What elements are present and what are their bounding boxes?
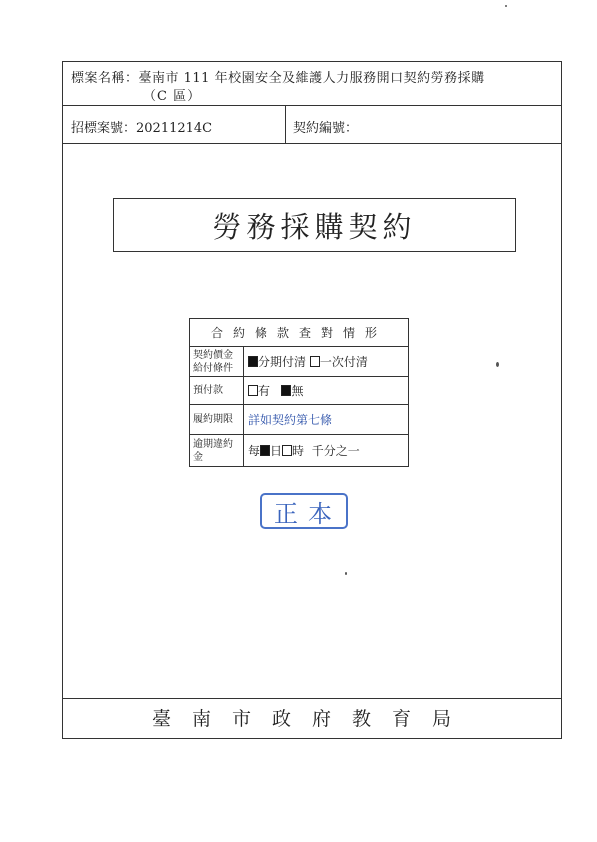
payment-condition-label: 契約價金給付條件 [190,347,244,377]
case-number-row [63,106,561,144]
advance-no-option: 無 [291,384,304,398]
advance-payment-label: 預付款 [190,377,244,405]
table-row [190,347,409,377]
penalty-rate: 千分之一 [311,444,360,458]
case-name-row [63,62,561,106]
tender-number: 招標案號：20211214C [71,121,213,136]
checked-box-icon [260,445,270,456]
scan-speck [345,572,347,575]
late-penalty-value [244,435,409,467]
per-day-option: 日 [270,444,283,458]
case-name-district: （C 區） [143,89,202,104]
case-name-label: 標案名稱：臺南市 111 年校園安全及維護人力服務開口契約勞務採購 [71,71,485,86]
issuing-agency: 臺南市政府教育局 [151,708,472,730]
late-penalty-label: 逾期違約金 [190,435,244,467]
per-hour-option: 時 [292,444,305,458]
payment-condition-value [244,347,409,377]
row-divider [285,106,286,144]
advance-payment-value [244,377,409,405]
table-row [190,377,409,405]
performance-period-label: 履約期限 [190,405,244,435]
contract-title: 勞務採購契約 [113,198,516,252]
advance-yes-option: 有 [258,384,271,398]
per-prefix: 每 [248,444,261,458]
performance-period-value: 詳如契約第七條 [244,405,409,435]
terms-table-heading-row [190,319,409,347]
checked-box-icon [281,385,291,396]
unchecked-box-icon [282,445,292,456]
table-row [190,435,409,467]
contract-terms-table [189,318,409,467]
footer-divider [62,698,562,699]
original-copy-stamp: 正本 [260,493,348,529]
table-row [190,405,409,435]
checked-box-icon [248,356,258,367]
unchecked-box-icon [310,356,320,367]
lump-sum-option: 一次付清 [319,355,368,369]
contract-number: 契約編號： [293,121,359,136]
installment-option: 分期付清 [258,355,307,369]
scan-speck [496,362,499,367]
unchecked-box-icon [248,385,258,396]
terms-table-heading: 合約條款查對情形 [190,319,409,347]
scan-speck [505,5,507,7]
